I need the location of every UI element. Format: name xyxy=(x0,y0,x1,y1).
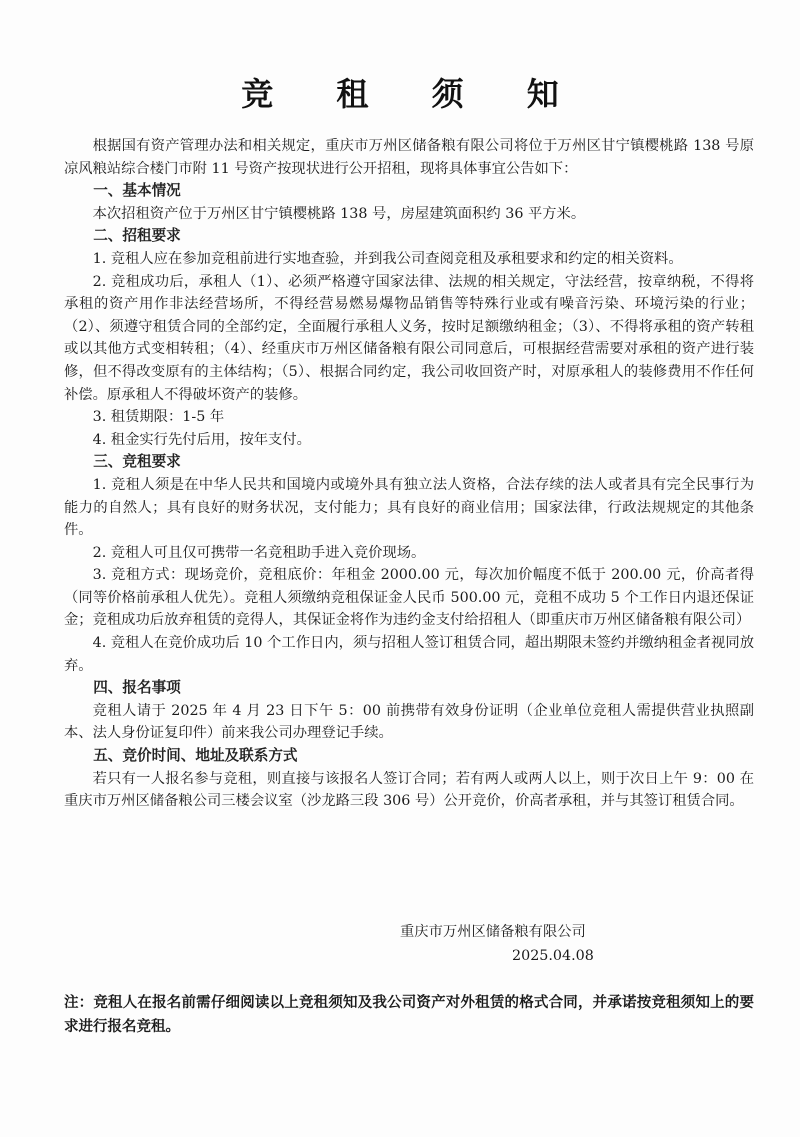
bidding-requirement-item-1: 1. 竞租人须是在中华人民共和国境内或境外具有独立法人资格，合法存续的法人或者具有完全民事行为能力的自然人；具有良好的财务状况，支付能力；具有良好的商业信用；国家法律，行政法规规定的其他条件。 xyxy=(64,476,754,539)
section-heading-registration: 四、报名事项 xyxy=(93,679,181,697)
intro-paragraph: 根据国有资产管理办法和相关规定，重庆市万州区储备粮有限公司将位于万州区甘宁镇樱桃路 138 号原凉风粮站综合楼门市附 11 号资产按现状进行公开招租，现将具体事宜公告如下： xyxy=(64,138,754,177)
bidding-requirement-item-3: 3. 竞租方式：现场竞价，竞租底价：年租金 2000.00 元，每次加价幅度不低于 200.00 元，价高者得（同等价格前承租人优先）。竞租人须缴纳竞租保证金人民币 500.00 元，竞租不成功 5 个工作日内退还保证金；竞租成功后放弃租赁的竞得人，其保证金将作为违约金支付给招租人（即重庆市万州区储备粮有限公司） xyxy=(64,567,754,629)
registration-paragraph: 竞租人请于 2025 年 4 月 23 日下午 5：00 前携带有效身份证明（企业单位竞租人需提供营业执照副本、法人身份证复印件）前来我公司办理登记手续。 xyxy=(64,702,754,742)
basic-info-paragraph: 本次招租资产位于万州区甘宁镇樱桃路 138 号，房屋建筑面积约 36 平方米。 xyxy=(92,205,586,222)
bidding-time-location-paragraph: 若只有一人报名参与竞租，则直接与该报名人签订合同；若有两人或两人以上，则于次日上午 9：00 在重庆市万州区储备粮公司三楼会议室（沙龙路三段 306 号）公开竞价，价高者承租，并与其签订租赁合同。 xyxy=(64,770,754,810)
footnote: 注：竞租人在报名前需仔细阅读以上竞租须知及我公司资产对外租赁的格式合同，并承诺按竞租须知上的要求进行报名竞租。 xyxy=(64,995,754,1035)
document-body xyxy=(64,135,754,813)
section-heading-lease-requirements: 二、招租要求 xyxy=(93,227,181,245)
lease-requirement-item-1: 1. 竞租人应在参加竞租前进行实地查验，并到我公司查阅竞租及承租要求和约定的相关资料。 xyxy=(92,250,683,267)
signature-company: 重庆市万州区储备粮有限公司 xyxy=(400,924,586,940)
bidding-requirement-item-2: 2. 竞租人可且仅可携带一名竞租助手进入竞价现场。 xyxy=(92,544,426,561)
signature-block xyxy=(400,920,660,968)
lease-requirement-item-4: 4. 租金实行先付后用，按年支付。 xyxy=(92,431,311,448)
lease-requirement-item-3: 3. 租赁期限：1-5 年 xyxy=(92,409,225,426)
section-heading-bidding-time-location: 五、竞价时间、地址及联系方式 xyxy=(93,747,298,765)
signature-date: 2025.04.08 xyxy=(512,948,594,964)
bidding-requirement-item-4: 4. 竞租人在竞价成功后 10 个工作日内，须与招租人签订租赁合同，超出期限未签约并缴纳租金者视同放弃。 xyxy=(64,635,754,674)
document-title: 竞 租 须 知 xyxy=(241,75,585,113)
section-heading-basic-info: 一、基本情况 xyxy=(93,182,181,200)
section-heading-bidding-requirements: 三、竞租要求 xyxy=(93,453,181,471)
lease-requirement-item-2: 2. 竞租成功后，承租人（1）、必须严格遵守国家法律、法规的相关规定，守法经营，按章纳税，不得将承租的资产用作非法经营场所，不得经营易燃易爆物品销售等特殊行业或有噪音污染、环境污染的行业；（2）、须遵守租赁合同的全部约定，全面履行承租人义务，按时足额缴纳租金；（3）、不得将承租的资产转租或以其他方式变相转租；（4）、经重庆市万州区储备粮有限公司同意后，可根据经营需要对承租的资产进行装修，但不得改变原有的主体结构；（5）、根据合同约定，我公司收回资产时，对原承租人的装修费用不作任何补偿。原承租人不得破坏资产的装修。 xyxy=(64,273,754,403)
